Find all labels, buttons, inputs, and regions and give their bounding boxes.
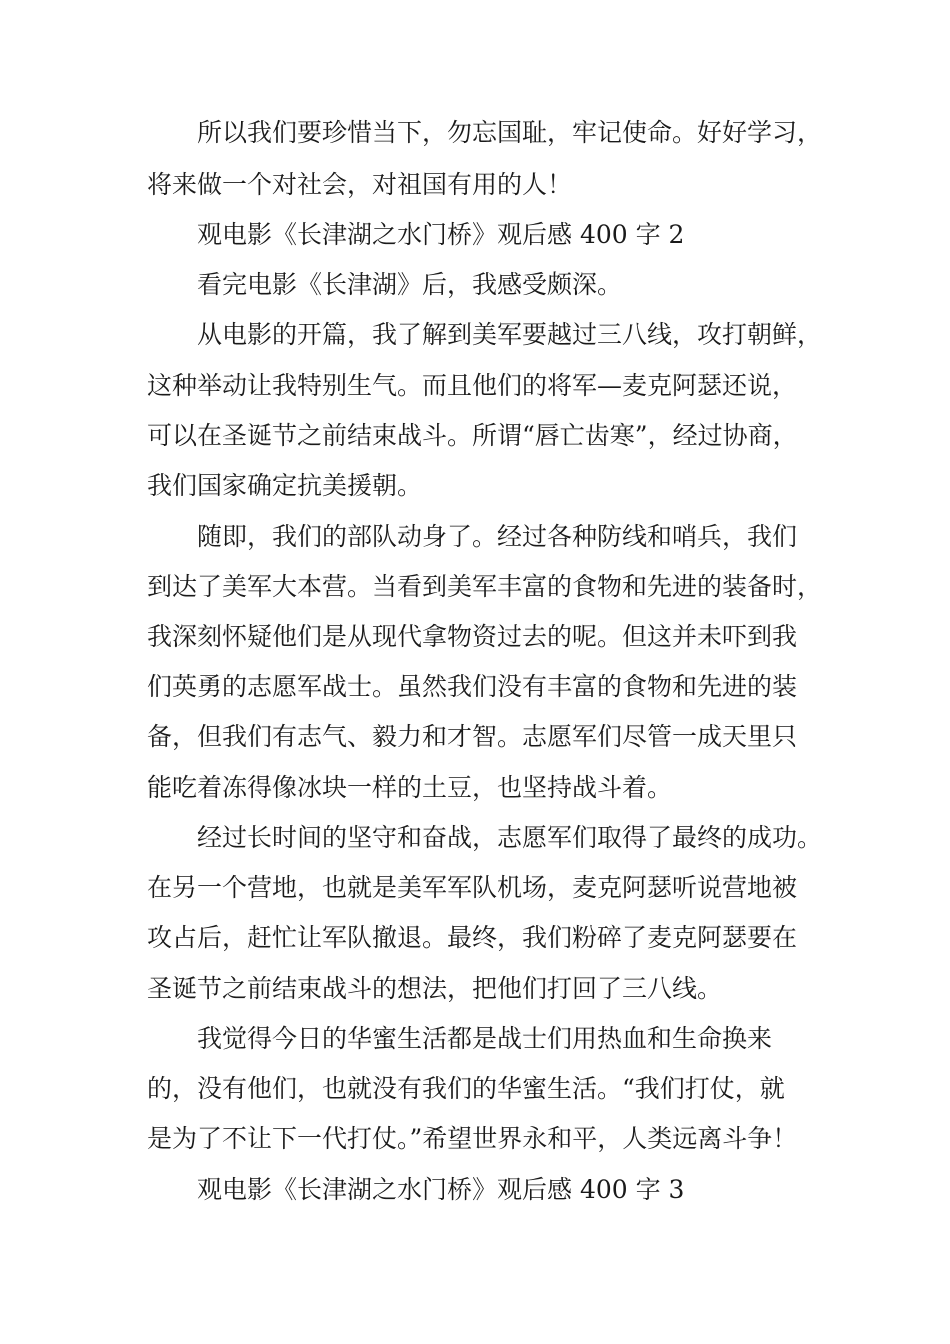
essay-heading-3: 观电影《长津湖之水门桥》观后感 400 字 3: [197, 1175, 685, 1204]
paragraph-march-line-2: 到达了美军大本营。当看到美军丰富的食物和先进的装备时，: [147, 572, 823, 601]
paragraph-march-line-5: 备，但我们有志气、毅力和才智。志愿军们尽管一成天里只: [147, 722, 798, 751]
paragraph-reflection-line-2: 的，没有他们，也就没有我们的华蜜生活。“我们打仗，就: [147, 1074, 785, 1103]
paragraph-march-line-3: 我深刻怀疑他们是从现代拿物资过去的呢。但这并未吓到我: [147, 622, 798, 651]
paragraph-opening-line-4: 我们国家确定抗美援朝。: [147, 471, 423, 500]
essay-heading-2: 观电影《长津湖之水门桥》观后感 400 字 2: [197, 220, 685, 249]
paragraph-march-line-4: 们英勇的志愿军战士。虽然我们没有丰富的食物和先进的装: [147, 672, 798, 701]
paragraph-victory-line-1: 经过长时间的坚守和奋战，志愿军们取得了最终的成功。: [197, 823, 823, 852]
paragraph-conclusion-line-1: 所以我们要珍惜当下，勿忘国耻，牢记使命。好好学习，: [197, 118, 823, 147]
paragraph-reflection-line-3: 是为了不让下一代打仗。”希望世界永和平，人类远离斗争！: [147, 1124, 798, 1153]
paragraph-opening-line-3: 可以在圣诞节之前结束战斗。所谓“唇亡齿寒”，经过协商，: [147, 421, 798, 450]
paragraph-victory-line-4: 圣诞节之前结束战斗的想法，把他们打回了三八线。: [147, 974, 723, 1003]
paragraph-opening-line-2: 这种举动让我特别生气。而且他们的将军—麦克阿瑟还说，: [147, 371, 798, 400]
paragraph-march-line-1: 随即，我们的部队动身了。经过各种防线和哨兵，我们: [197, 522, 798, 551]
paragraph-intro-line-1: 看完电影《长津湖》后，我感受颇深。: [197, 270, 623, 299]
paragraph-victory-line-2: 在另一个营地，也就是美军军队机场，麦克阿瑟听说营地被: [147, 873, 798, 902]
paragraph-reflection-line-1: 我觉得今日的华蜜生活都是战士们用热血和生命换来: [197, 1024, 773, 1053]
paragraph-opening-line-1: 从电影的开篇，我了解到美军要越过三八线，攻打朝鲜，: [197, 320, 823, 349]
paragraph-victory-line-3: 攻占后，赶忙让军队撤退。最终，我们粉碎了麦克阿瑟要在: [147, 923, 798, 952]
paragraph-conclusion-line-2: 将来做一个对社会，对祖国有用的人！: [147, 170, 573, 199]
paragraph-march-line-6: 能吃着冻得像冰块一样的土豆，也坚持战斗着。: [147, 773, 673, 802]
